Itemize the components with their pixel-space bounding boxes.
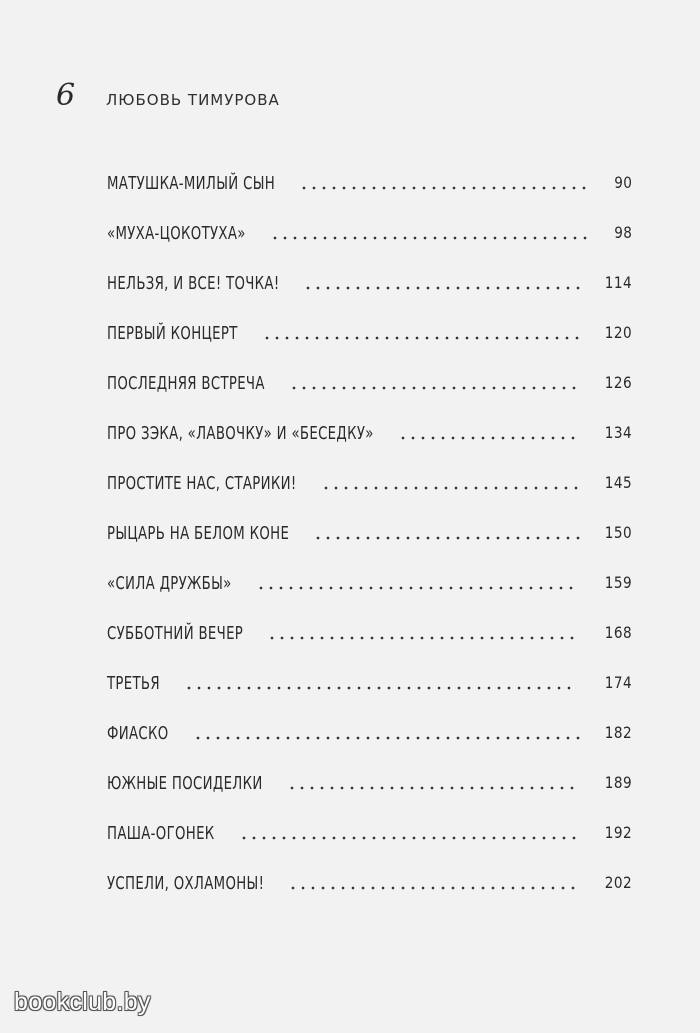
toc-entry-page: 189: [604, 773, 632, 792]
toc-entry: [107, 808, 632, 858]
toc-dot-leader: [287, 786, 577, 790]
toc-entry: [107, 658, 632, 708]
toc-entry-title: УСПЕЛИ, ОХЛАМОНЫ!: [107, 872, 265, 894]
toc-entry: [107, 308, 632, 358]
toc-entry-title: «СИЛА ДРУЖБЫ»: [107, 572, 232, 594]
toc-dot-leader: [184, 686, 574, 690]
toc-entry-title: ПОСЛЕДНЯЯ ВСТРЕЧА: [107, 372, 265, 394]
toc-dot-leader: [303, 286, 583, 290]
toc-entry: [107, 508, 632, 558]
toc-entry-page: 174: [604, 673, 632, 692]
toc-entry-page: 168: [604, 623, 632, 642]
toc-dot-leader: [193, 736, 583, 740]
page-number: 6: [56, 78, 76, 113]
toc-entry-page: 145: [604, 473, 632, 492]
toc-entry-title: ПРОСТИТЕ НАС, СТАРИКИ!: [107, 472, 297, 494]
toc-dot-leader: [398, 436, 578, 440]
toc-entry: [107, 458, 632, 508]
toc-entry: [107, 608, 632, 658]
toc-entry-title: ФИАСКО: [107, 722, 169, 744]
page-header: [56, 78, 280, 118]
toc-entry-page: 134: [604, 423, 632, 442]
toc-dot-leader: [299, 186, 589, 190]
toc-dot-leader: [267, 636, 577, 640]
toc-entry-page: 90: [613, 173, 632, 192]
toc-entry: [107, 158, 632, 208]
toc-dot-leader: [321, 486, 581, 490]
toc-entry-title: «МУХА-ЦОКОТУХА»: [107, 222, 246, 244]
toc-entry: [107, 208, 632, 258]
site-watermark: bookclub.by: [14, 988, 151, 1016]
toc-dot-leader: [313, 536, 583, 540]
toc-entry-title: МАТУШКА-МИЛЫЙ СЫН: [107, 172, 276, 194]
toc-dot-leader: [262, 336, 582, 340]
toc-entry-page: 98: [613, 223, 632, 242]
toc-dot-leader: [256, 586, 576, 590]
toc-entry-page: 202: [604, 873, 632, 892]
toc-entry-title: СУББОТНИЙ ВЕЧЕР: [107, 622, 244, 644]
toc-entry-title: ПАША-ОГОНЕК: [107, 822, 215, 844]
toc-entry-page: 120: [604, 323, 632, 342]
toc-dot-leader: [239, 836, 579, 840]
toc-entry-page: 150: [604, 523, 632, 542]
toc-entry-page: 192: [604, 823, 632, 842]
toc-entry: [107, 258, 632, 308]
toc-entry: [107, 558, 632, 608]
toc-dot-leader: [270, 236, 590, 240]
toc-entry: [107, 708, 632, 758]
toc-entry-title: ПРО ЗЭКА, «ЛАВОЧКУ» И «БЕСЕДКУ»: [107, 422, 374, 444]
toc-entry: [107, 758, 632, 808]
running-head: ЛЮБОВЬ ТИМУРОВА: [106, 91, 280, 109]
toc-entry-page: 182: [604, 723, 632, 742]
toc-entry-page: 126: [604, 373, 632, 392]
table-of-contents: [107, 158, 632, 908]
toc-entry: [107, 358, 632, 408]
toc-entry-title: ТРЕТЬЯ: [107, 672, 160, 694]
toc-entry-page: 159: [604, 573, 632, 592]
toc-entry-page: 114: [604, 273, 632, 292]
toc-entry-title: ЮЖНЫЕ ПОСИДЕЛКИ: [107, 772, 263, 794]
toc-entry: [107, 858, 632, 908]
toc-entry-title: РЫЦАРЬ НА БЕЛОМ КОНЕ: [107, 522, 290, 544]
toc-dot-leader: [289, 386, 579, 390]
toc-entry-title: НЕЛЬЗЯ, И ВСЕ! ТОЧКА!: [107, 272, 280, 294]
toc-entry-title: ПЕРВЫЙ КОНЦЕРТ: [107, 322, 238, 344]
toc-dot-leader: [288, 886, 578, 890]
toc-entry: [107, 408, 632, 458]
